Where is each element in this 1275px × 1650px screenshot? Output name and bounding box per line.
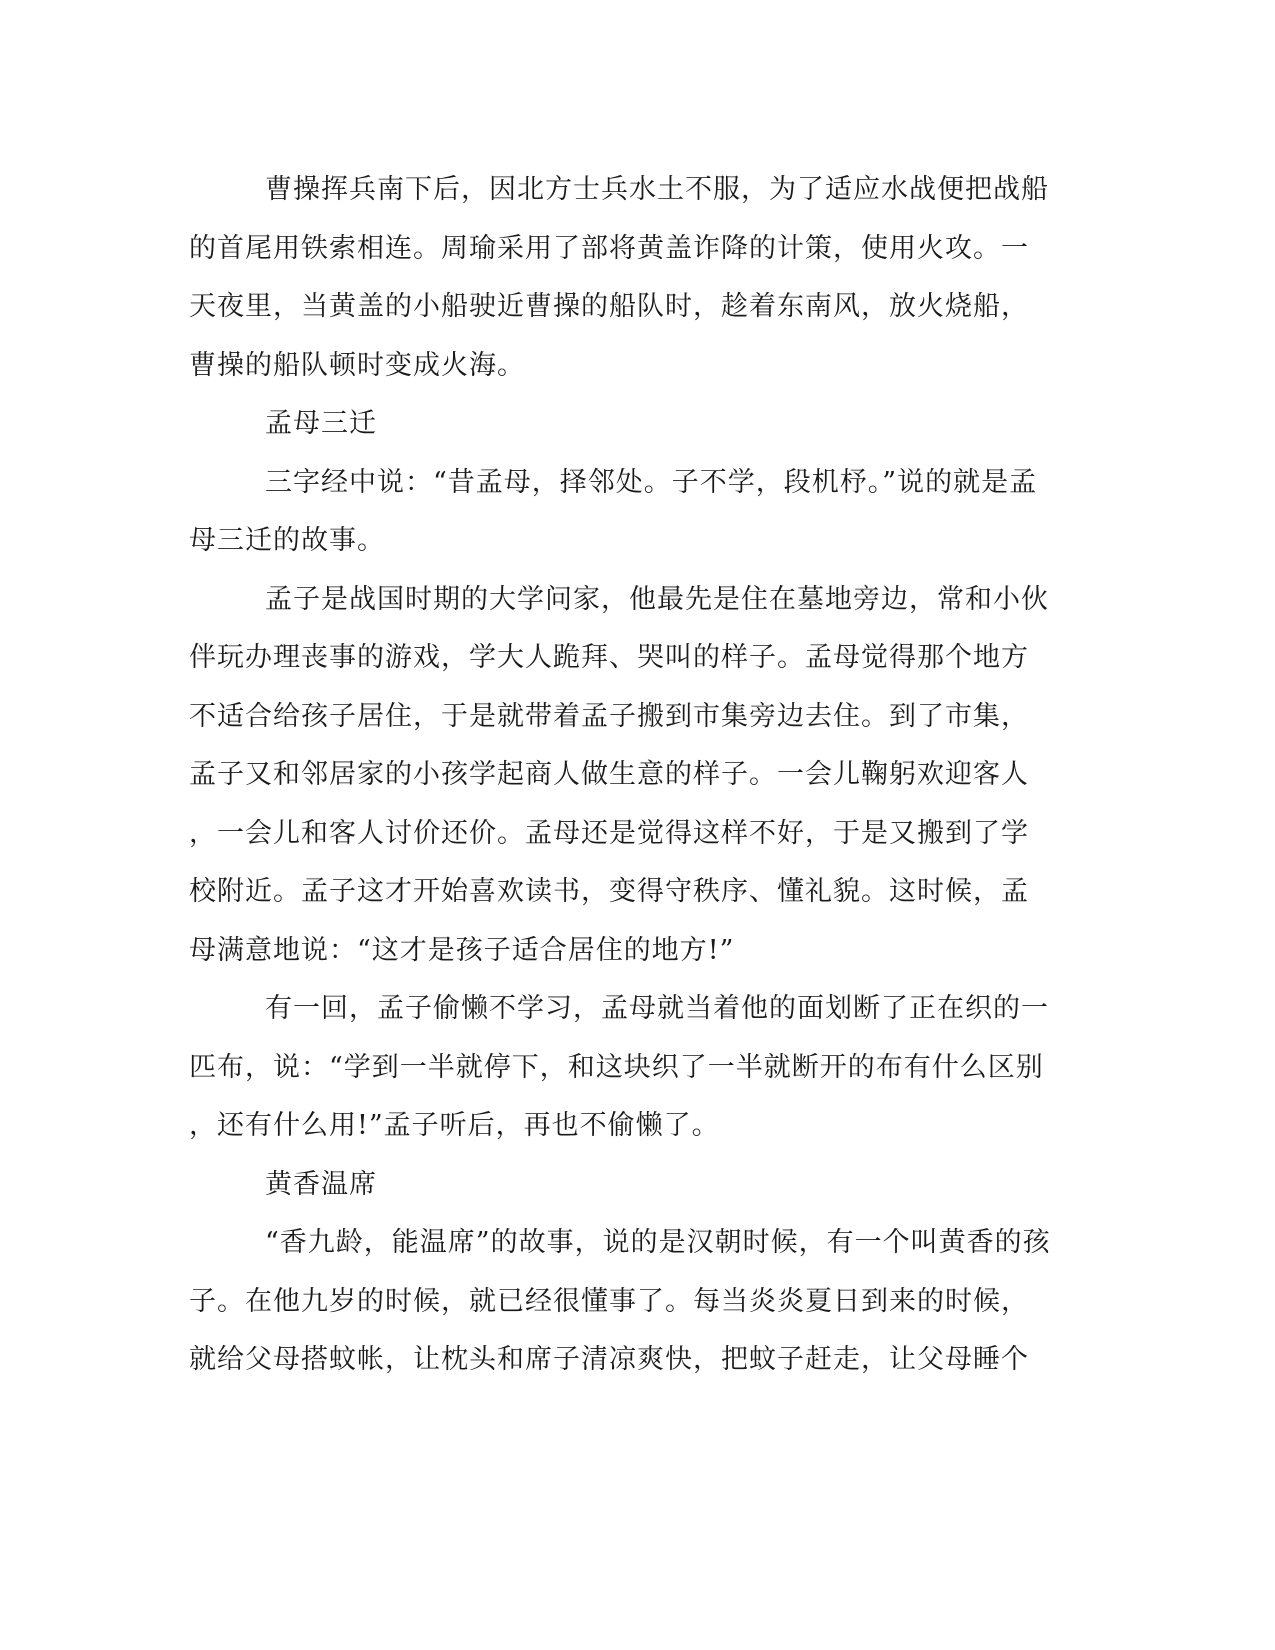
text-line: 母满意地说：“这才是孩子适合居住的地方!” (189, 934, 735, 966)
text-line: 孟子又和邻居家的小孩学起商人做生意的样子。一会儿鞠躬欢迎客人 (189, 759, 1029, 790)
text-line: ，还有什么用!”孟子听后，再也不偷懒了。 (189, 1110, 720, 1141)
body-text (189, 161, 1079, 1390)
text-line: 曹操挥兵南下后，因北方士兵水土不服，为了适应水战便把战船 (265, 174, 1049, 205)
text-line: ，一会儿和客人讨价还价。孟母还是觉得这样不好，于是又搬到了学 (189, 817, 1029, 849)
text-line: 伴玩办理丧事的游戏，学大人跪拜、哭叫的样子。孟母觉得那个地方 (189, 642, 1029, 673)
text-line: 校附近。孟子这才开始喜欢读书，变得守秩序、懂礼貌。这时候，孟 (189, 876, 1029, 907)
text-line: 匹布，说：“学到一半就停下，和这块织了一半就断开的布有什么区别 (189, 1051, 1044, 1083)
text-line: 三字经中说：“昔孟母，择邻处。子不学，段机杼。”说的就是孟 (265, 466, 1038, 498)
text-line: 母三迁的故事。 (189, 525, 385, 556)
text-line: 有一回，孟子偷懒不学习，孟母就当着他的面划断了正在织的一 (265, 993, 1049, 1024)
text-line: 的首尾用铁索相连。周瑜采用了部将黄盖诈降的计策，使用火攻。一 (189, 232, 1029, 264)
text-line: 孟子是战国时期的大学问家，他最先是住在墓地旁边，常和小伙 (265, 583, 1049, 615)
text-line: 子。在他九岁的时候，就已经很懂事了。每当炎炎夏日到来的时候， (189, 1285, 1029, 1317)
section-heading: 黄香温席 (265, 1168, 377, 1200)
text-line: 不适合给孩子居住，于是就带着孟子搬到市集旁边去住。到了市集， (189, 700, 1029, 732)
text-line: 就给父母搭蚊帐，让枕头和席子清凉爽快，把蚊子赶走，让父母睡个 (189, 1344, 1029, 1375)
text-line: “香九龄，能温席”的故事，说的是汉朝时候，有一个叫黄香的孩 (265, 1227, 1051, 1258)
section-heading: 孟母三迁 (265, 408, 377, 439)
text-line: 曹操的船队顿时变成火海。 (189, 349, 525, 381)
text-line: 天夜里，当黄盖的小船驶近曹操的船队时，趁着东南风，放火烧船， (189, 291, 1029, 322)
